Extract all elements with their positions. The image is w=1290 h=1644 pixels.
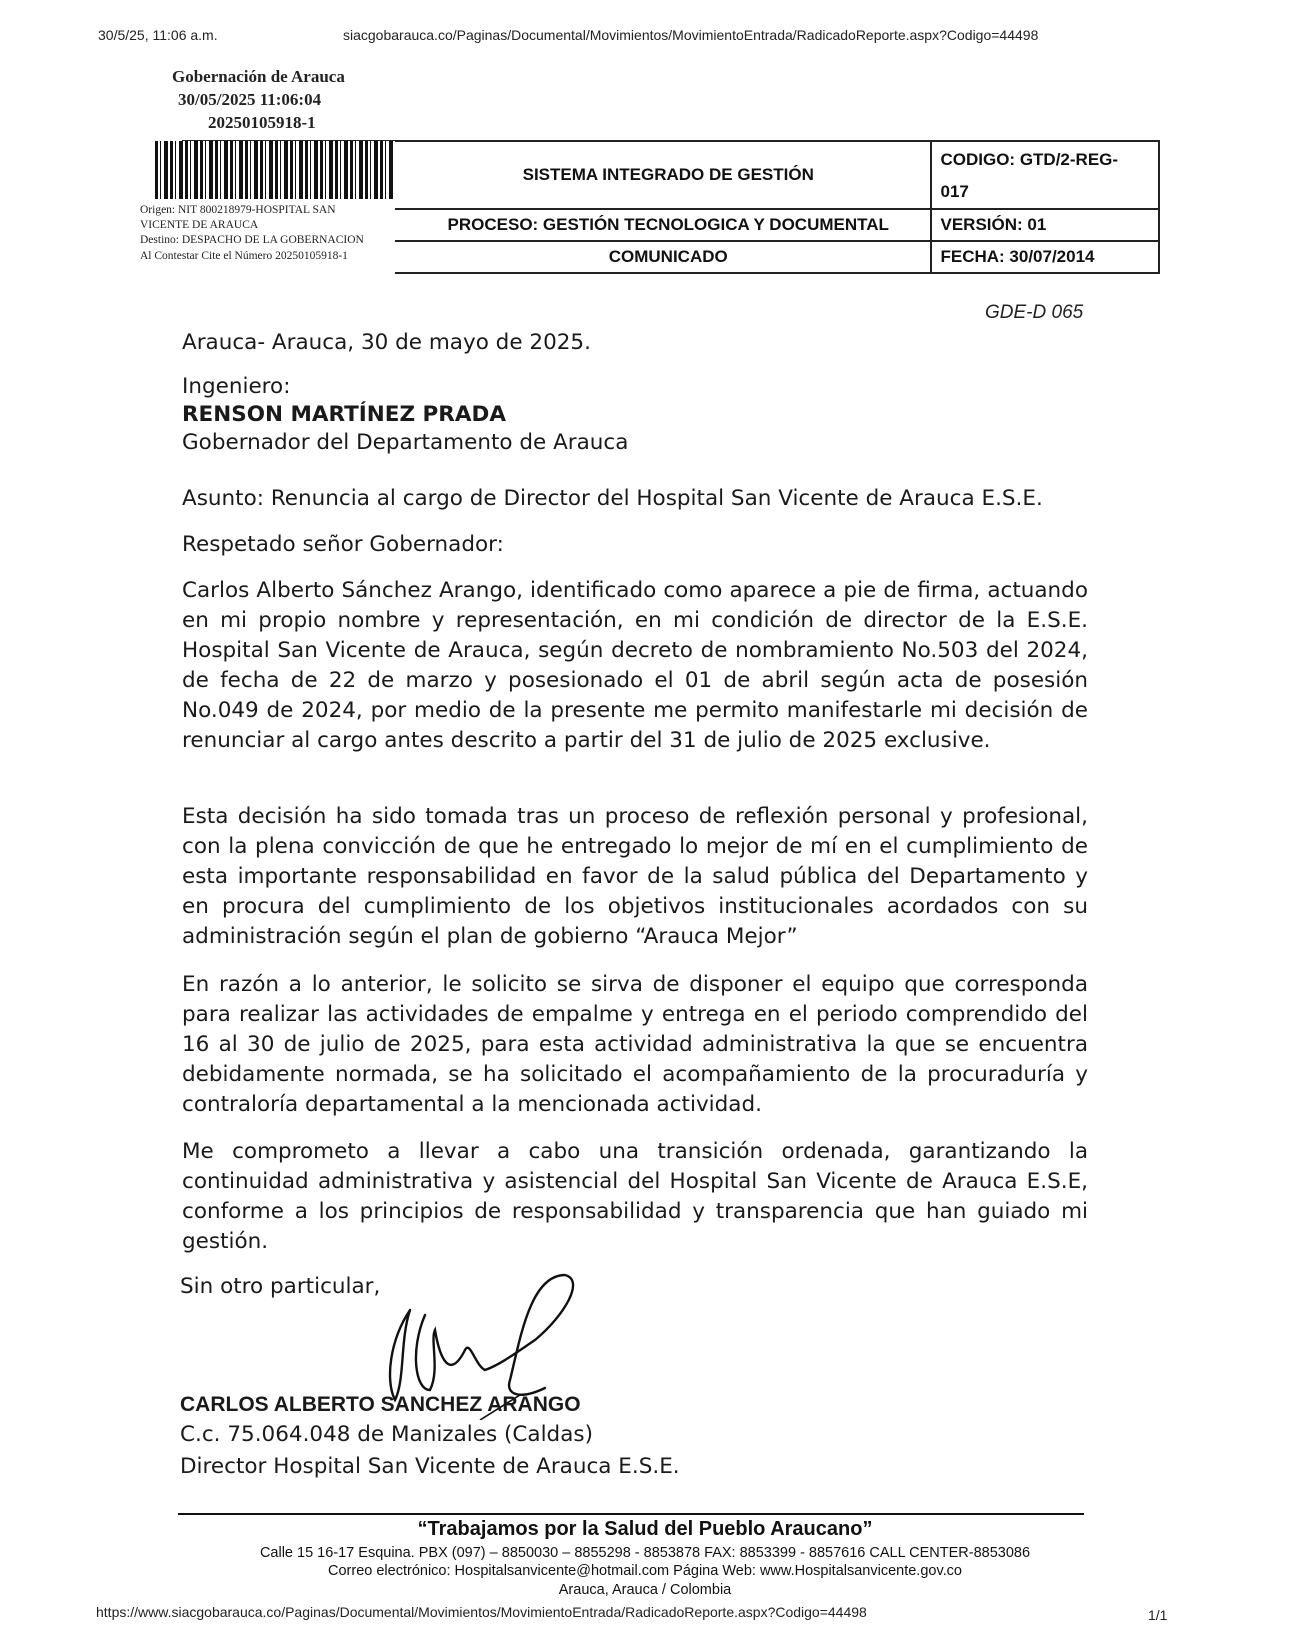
footer-address: Calle 15 16-17 Esquina. PBX (097) – 8850030 – 8855298 - 8853878 FAX: 8853399 - 8857616 CALL CENTER-8853086 [259, 1545, 1031, 1561]
process-cell: PROCESO: GESTIÓN TECNOLOGICA Y DOCUMENTAL [183, 209, 931, 241]
stamp-reply: Al Contestar Cite el Número 20250105918-1 [140, 250, 348, 262]
version-cell: VERSIÓN: 01 [931, 209, 1159, 241]
type-cell: COMUNICADO [183, 241, 931, 273]
system-cell: SISTEMA INTEGRADO DE GESTIÓN [183, 141, 931, 209]
date-cell: FECHA: 30/07/2014 [931, 241, 1159, 273]
paragraph-1: Carlos Alberto Sánchez Arango, identificado como aparece a pie de firma, actuando en mi propio nombre y representación, en mi condición de director de la E.S.E. Hospital San Vicente de Arauca, según decreto de nombramiento No.503 del 2024, de fecha de 22 de marzo y posesionado el 01 de abril según acta de posesión No.049 de 2024, por medio de la presente me permito manifestarle mi decisión de renunciar al cargo antes descrito a partir del 31 de julio de 2025 exclusive. [182, 578, 1088, 753]
barcode-image [155, 141, 395, 199]
footer-location: Arauca, Arauca / Colombia [558, 1582, 732, 1598]
subject-line: Asunto: Renuncia al cargo de Director del Hospital San Vicente de Arauca E.S.E. [182, 486, 1043, 511]
code-cell [931, 141, 1159, 209]
footer-contact: Correo electrónico: Hospitalsanvicente@hotmail.com Página Web: www.Hospitalsanvicente.gov.co [328, 1563, 962, 1579]
signer-id: C.c. 75.064.048 de Manizales (Caldas) [180, 1422, 593, 1447]
footer-slogan: “Trabajamos por la Salud del Pueblo Araucano” [417, 1518, 873, 1540]
salutation-title: Ingeniero: [182, 374, 291, 399]
print-timestamp: 30/5/25, 11:06 a.m. [98, 27, 218, 43]
stamp-origin-cont: VICENTE DE ARAUCA [140, 219, 259, 231]
place-date: Arauca- Arauca, 30 de mayo de 2025. [182, 330, 591, 355]
paragraph-3: En razón a lo anterior, le solicito se sirva de disponer el equipo que corresponda para realizar las actividades de empalme y entrega en el periodo comprendido del 16 al 30 de julio de 2025, para esta actividad administrativa la que se encuentra debidamente normada, se ha solicitado el acompañamiento de la procuraduría y contraloría departamental a la mencionada actividad. [182, 972, 1088, 1117]
stamp-number: 20250105918-1 [208, 113, 316, 132]
paragraph-4: Me comprometo a llevar a cabo una transición ordenada, garantizando la continuidad administrativa y asistencial del Hospital San Vicente de Arauca E.S.E, conforme a los principios de responsabilidad y transparencia que han guiado mi gestión. [182, 1139, 1088, 1254]
signer-name: CARLOS ALBERTO SANCHEZ ARANGO [180, 1393, 581, 1416]
print-url: siacgobarauca.co/Paginas/Documental/Movimientos/MovimientoEntrada/RadicadoReporte.aspx?Codigo=44498 [343, 27, 1039, 43]
page-number: 1/1 [1148, 1607, 1168, 1623]
paragraph-2: Esta decisión ha sido tomada tras un proceso de reflexión personal y profesional, con la plena convicción de que he entregado lo mejor de mí en el cumplimiento de esta importante responsabilidad en favor de la salud pública del Departamento y en procura del cumplimiento de los objetivos institucionales acordados con su administración según el plan de gobierno “Arauca Mejor” [182, 804, 1088, 949]
code-label: CODIGO: GTD/2-REG- [940, 150, 1119, 169]
greeting: Respetado señor Gobernador: [182, 532, 504, 557]
stamp-destination: Destino: DESPACHO DE LA GOBERNACION [140, 234, 364, 246]
stamp-datetime: 30/05/2025 11:06:04 [178, 90, 322, 109]
stamp-entity: Gobernación de Arauca [172, 67, 345, 86]
closing: Sin otro particular, [180, 1274, 381, 1299]
stamp-origin: Origen: NIT 800218979-HOSPITAL SAN [140, 204, 336, 216]
signer-role: Director Hospital San Vicente de Arauca E.S.E. [180, 1454, 680, 1479]
footer-rule [178, 1513, 1084, 1515]
code-cont: 017 [940, 182, 969, 201]
recipient-name: RENSON MARTÍNEZ PRADA [182, 402, 506, 427]
recipient-role: Gobernador del Departamento de Arauca [182, 430, 629, 455]
reference-code: GDE-D 065 [985, 302, 1084, 323]
footer-url: https://www.siacgobarauca.co/Paginas/Documental/Movimientos/MovimientoEntrada/RadicadoReporte.aspx?Codigo=44498 [96, 1604, 867, 1620]
